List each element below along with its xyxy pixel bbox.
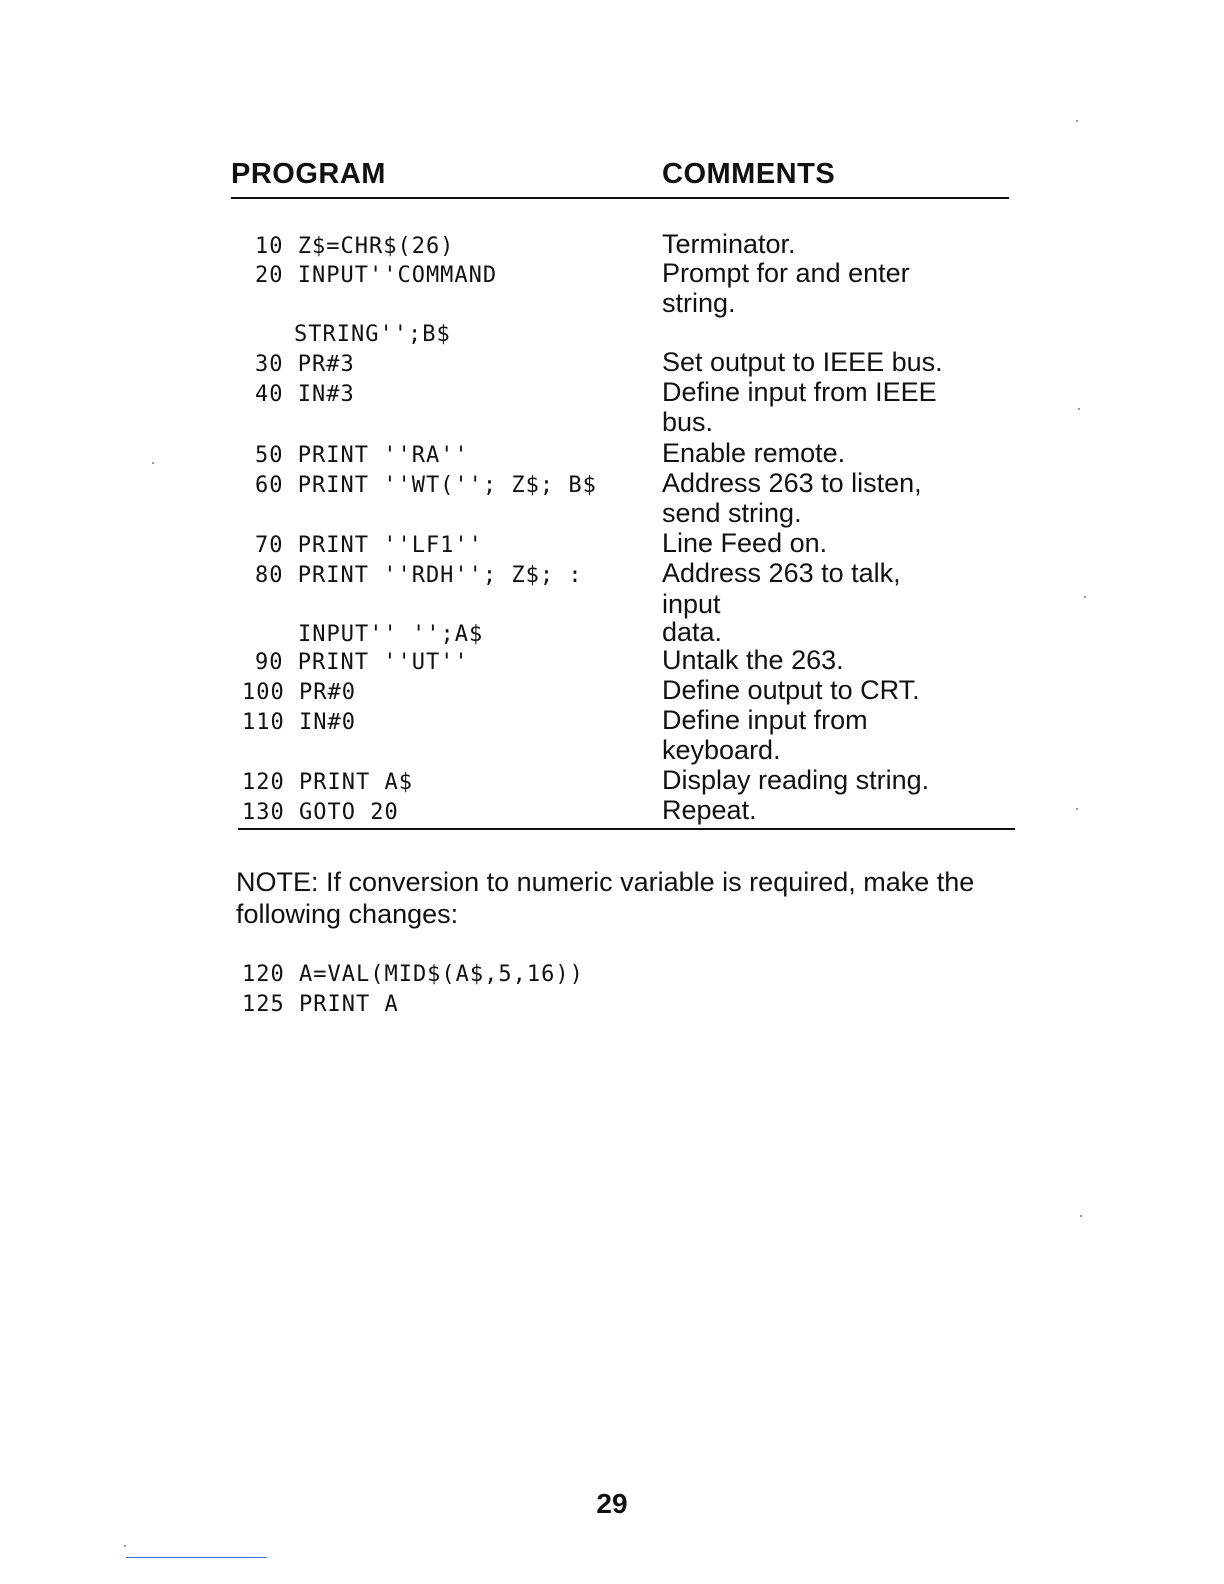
code-line: 80 PRINT ''RDH''; Z$; : <box>255 563 583 588</box>
comment-line: Define input from IEEE <box>662 377 937 407</box>
code-line: 50 PRINT ''RA'' <box>255 443 469 468</box>
comment-line: keyboard. <box>662 735 781 765</box>
change-code-line: 120 A=VAL(MID$(A$,5,16)) <box>242 962 584 987</box>
code-line: 130 GOTO 20 <box>242 800 399 825</box>
comment-line: bus. <box>662 407 714 437</box>
scan-speck <box>1080 1215 1082 1217</box>
comment-line: Repeat. <box>662 795 757 825</box>
comment-line: Enable remote. <box>662 438 846 468</box>
table-bottom-rule <box>238 828 1015 830</box>
code-line: 120 PRINT A$ <box>242 770 413 795</box>
code-line: 110 IN#0 <box>242 710 356 735</box>
code-line: STRING'';B$ <box>294 322 451 347</box>
scan-speck <box>1076 808 1078 810</box>
comment-line: string. <box>662 288 736 318</box>
code-line: 90 PRINT ''UT'' <box>255 650 469 675</box>
scan-speck <box>1078 408 1080 410</box>
code-line: 70 PRINT ''LF1'' <box>255 533 483 558</box>
footer-rule <box>126 1557 267 1558</box>
code-line: 40 IN#3 <box>255 382 355 407</box>
comment-line: Prompt for and enter <box>662 258 910 288</box>
code-line: 100 PR#0 <box>242 680 356 705</box>
comment-line: data. <box>662 617 723 647</box>
scan-speck <box>124 1545 126 1547</box>
scan-speck <box>1084 596 1086 598</box>
comment-line: Address 263 to talk, <box>662 558 901 588</box>
comment-line: Set output to IEEE bus. <box>662 347 943 377</box>
comment-line: Define output to CRT. <box>662 675 920 705</box>
comment-line: Address 263 to listen, <box>662 468 922 498</box>
code-line: 60 PRINT ''WT(''; Z$; B$ <box>255 473 597 498</box>
comment-line: Define input from <box>662 705 868 735</box>
comment-line: send string. <box>662 498 802 528</box>
change-code-line: 125 PRINT A <box>242 992 399 1017</box>
page-number: 29 <box>596 1488 628 1519</box>
code-line: 30 PR#3 <box>255 352 355 377</box>
comments-column-header: COMMENTS <box>662 158 836 190</box>
comment-line: Line Feed on. <box>662 528 828 558</box>
conversion-note: NOTE: If conversion to numeric variable is required, make the following changes: <box>236 867 975 929</box>
comment-line: input <box>662 589 721 619</box>
code-line: 10 Z$=CHR$(26) <box>255 234 455 259</box>
comment-line: Display reading string. <box>662 765 930 795</box>
scan-speck <box>152 462 154 464</box>
code-line: 20 INPUT''COMMAND <box>255 263 498 288</box>
scan-speck <box>1076 120 1078 122</box>
comment-line: Untalk the 263. <box>662 645 844 675</box>
comment-line: Terminator. <box>662 229 796 259</box>
header-rule <box>231 197 1009 199</box>
code-line: INPUT'' '';A$ <box>298 622 484 647</box>
program-column-header: PROGRAM <box>231 158 386 190</box>
